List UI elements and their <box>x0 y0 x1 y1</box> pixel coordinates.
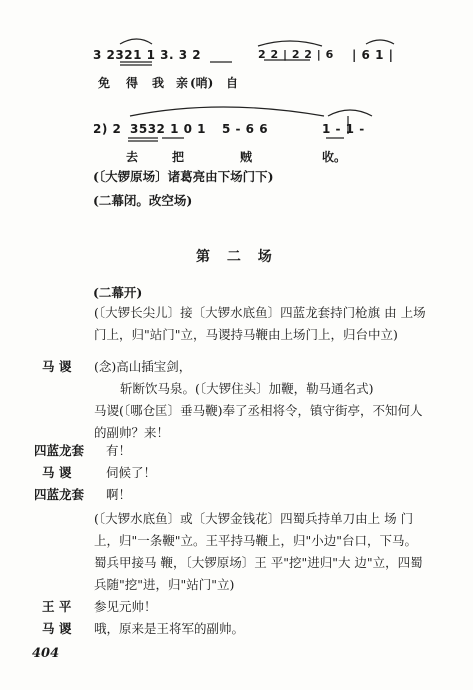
slur-1 <box>120 39 152 44</box>
slur-3 <box>366 40 394 44</box>
dialogue-5: 哦，原来是王将军的副帅。 <box>94 621 245 636</box>
curtain-open: (二幕开) <box>93 285 143 300</box>
slur-4 <box>130 107 324 116</box>
score-line-1-mid: 2 2 | 2 2 | 6 <box>258 48 334 61</box>
dialogue-4: 参见元帅！ <box>94 599 157 614</box>
stage-direction-1: (〔大锣原场〕诸葛亮由下场门下) <box>93 169 274 184</box>
score-line-2-b: 5 - 6 6 <box>222 122 269 136</box>
lyric-3: 我 <box>152 76 165 90</box>
speaker-dragon-guards-1: 四蓝龙套 <box>34 443 85 458</box>
dialogue-1: 有！ <box>106 443 132 458</box>
lyric-7: 去 <box>126 150 139 164</box>
ma-su-speech: 马谡(〔哪仓匡〕垂马鞭)奉了丞相将令，镇守街亭，不知何人的副帅？来！ <box>94 403 423 440</box>
scene-title: 第 二 场 <box>196 249 278 265</box>
stage-direction-4: (〔大锣水底鱼〕或〔大锣金钱花〕四蜀兵持单刀由上 场 门上，归"一条鞭"立。王平持马鞭上，归"小边"台口，下马。蜀兵甲接马 鞭，〔大锣原场〕王 平"挖"进归"大 边"立，四蜀兵随"挖"进，归"站门"立) <box>94 511 423 592</box>
score-line-2-c: 1 - 1 - <box>322 122 365 136</box>
dialogue-2: 伺候了！ <box>106 465 157 480</box>
lyric-2: 得 <box>126 76 139 90</box>
stage-direction-3: (〔大锣长尖儿〕接〔大锣水底鱼〕四蓝龙套持门枪旗 由 上场门上，归"站门"立，马谡持马鞭由上场门上，归台中立) <box>94 305 426 342</box>
score-line-1-right: | 6 1 | <box>352 48 394 62</box>
recitation-line-1: (念)高山插宝剑， <box>94 359 192 374</box>
speaker-ma-su: 马 谡 <box>42 359 72 374</box>
slur-2 <box>258 41 322 46</box>
lyric-4: 亲 <box>176 76 189 90</box>
lyric-10: 收。 <box>322 150 347 164</box>
score-line-2-a: 3532 1 0 1 <box>130 122 206 136</box>
lyric-5: (哨) <box>190 76 214 90</box>
speaker-wang-ping: 王 平 <box>42 599 72 614</box>
dialogue-3: 啊！ <box>106 487 132 502</box>
lyric-1: 免 <box>98 76 111 90</box>
slur-5 <box>328 110 372 116</box>
stage-direction-2: (二幕闭。改空场) <box>93 193 193 208</box>
speaker-ma-su-3: 马 谡 <box>42 621 72 636</box>
score-line-1-left: 3 2321 1 3. 3 2 <box>93 48 202 62</box>
page-number: 404 <box>32 646 60 661</box>
lyric-8: 把 <box>172 150 185 164</box>
score-line-2-left: 2) 2 <box>93 122 122 136</box>
recitation-line-2: 斩断饮马泉。(〔大锣住头〕加鞭，勒马通名式) <box>120 381 374 396</box>
lyric-6: 自 <box>226 76 239 90</box>
speaker-ma-su-2: 马 谡 <box>42 465 72 480</box>
speaker-dragon-guards-2: 四蓝龙套 <box>34 487 85 502</box>
lyric-9: 贼 <box>240 150 253 164</box>
